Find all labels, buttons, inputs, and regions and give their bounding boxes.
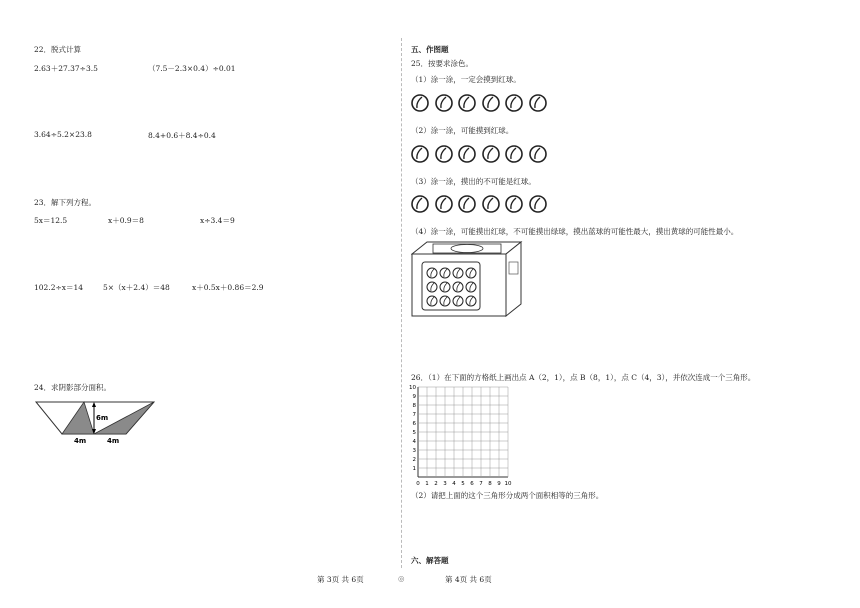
q25-title: 25．按要求涂色。	[411, 59, 474, 68]
box-ball-icon[interactable]	[440, 296, 450, 306]
ball-row-1	[411, 94, 551, 112]
x-tick-label: 5	[461, 481, 465, 487]
q26-part2: （2）请把上面的这个三角形分成两个面积相等的三角形。	[411, 491, 604, 500]
x-tick-label: 8	[488, 481, 492, 487]
footer-left-page: 第 3页 共 6页	[317, 575, 364, 584]
q23-eq-3: x÷3.4＝9	[200, 216, 235, 225]
ball-row-3	[411, 195, 551, 213]
ball-icon[interactable]	[435, 195, 451, 211]
y-tick-label: 1	[412, 466, 416, 472]
q24-base2-label: 4m	[107, 437, 120, 445]
q22-expr-4: 8.4+0.6＋8.4÷0.4	[148, 131, 216, 140]
x-tick-label: 9	[497, 481, 501, 487]
x-tick-label: 2	[434, 481, 438, 487]
box-ball-icon[interactable]	[466, 268, 476, 278]
section-5-title: 五、作图题	[411, 45, 449, 54]
ball-icon[interactable]	[458, 145, 474, 161]
y-tick-label: 9	[412, 394, 416, 400]
y-tick-label: 10	[409, 385, 416, 391]
y-tick-label: 4	[412, 439, 416, 445]
ball-icon[interactable]	[505, 94, 521, 110]
q25-part3: （3）涂一涂，摸出的不可能是红球。	[411, 177, 536, 186]
q23-title: 23．解下列方程。	[34, 198, 97, 207]
y-tick-label: 6	[412, 421, 416, 427]
x-tick-label: 6	[470, 481, 474, 487]
x-tick-label: 10	[504, 481, 512, 487]
box-ball-icon[interactable]	[440, 268, 450, 278]
q23-eq-2: x＋0.9＝8	[108, 216, 144, 225]
box-ball-icon[interactable]	[466, 296, 476, 306]
q24-title: 24．求阴影部分面积。	[34, 383, 112, 392]
box-ball-icon[interactable]	[440, 282, 450, 292]
ball-icon[interactable]	[529, 94, 545, 110]
ball-icon[interactable]	[435, 145, 451, 161]
x-tick-label: 3	[443, 481, 447, 487]
ball-icon[interactable]	[435, 94, 451, 110]
ball-icon[interactable]	[482, 94, 498, 110]
page-divider	[401, 38, 402, 568]
q24-height-label: 6m	[96, 414, 109, 422]
y-tick-label: 2	[412, 457, 416, 463]
q26-title: 26．（1）在下面的方格纸上画出点 A（2，1），点 B（8，1），点 C（4，3），并依次连成一个三角形。	[411, 373, 756, 382]
footer-right-page: 第 4页 共 6页	[445, 575, 492, 584]
ball-icon[interactable]	[482, 145, 498, 161]
box-ball-icon[interactable]	[427, 268, 437, 278]
footer-center-mark: ◎	[398, 574, 405, 583]
section-6-title: 六、解答题	[411, 556, 449, 565]
coordinate-grid	[406, 383, 514, 487]
q22-title: 22．脱式计算	[34, 45, 82, 54]
q23-eq-6: x＋0.5x＋0.86＝2.9	[192, 283, 264, 292]
box-ball-icon[interactable]	[466, 282, 476, 292]
q23-eq-4: 102.2÷x＝14	[34, 283, 84, 292]
ball-row-2	[411, 145, 551, 163]
x-tick-label: 0	[416, 481, 420, 487]
y-tick-label: 5	[412, 430, 416, 436]
box-ball-icon[interactable]	[453, 282, 463, 292]
ball-box	[411, 240, 523, 320]
q22-expr-3: 3.64÷5.2×23.8	[34, 130, 92, 139]
ball-icon[interactable]	[458, 94, 474, 110]
ball-icon[interactable]	[505, 195, 521, 211]
ball-icon[interactable]	[411, 195, 427, 211]
ball-icon[interactable]	[529, 145, 545, 161]
q24-figure	[34, 398, 158, 448]
box-ball-icon[interactable]	[453, 296, 463, 306]
q24-base1-label: 4m	[74, 437, 87, 445]
ball-icon[interactable]	[482, 195, 498, 211]
ball-icon[interactable]	[505, 145, 521, 161]
box-ball-icon[interactable]	[427, 282, 437, 292]
ball-icon[interactable]	[529, 195, 545, 211]
y-tick-label: 3	[412, 448, 416, 454]
y-tick-label: 7	[412, 412, 416, 418]
x-tick-label: 1	[425, 481, 429, 487]
y-tick-label: 8	[412, 403, 416, 409]
q25-part1: （1）涂一涂，一定会摸到红球。	[411, 75, 521, 84]
q23-eq-5: 5×（x＋2.4）＝48	[103, 283, 170, 292]
box-ball-icon[interactable]	[453, 268, 463, 278]
q25-part2: （2）涂一涂，可能摸到红球。	[411, 126, 514, 135]
q23-eq-1: 5x＝12.5	[34, 216, 68, 225]
x-tick-label: 4	[452, 481, 456, 487]
ball-icon[interactable]	[411, 94, 427, 110]
q22-expr-1: 2.63＋27.37÷3.5	[34, 64, 98, 73]
x-tick-label: 7	[479, 481, 483, 487]
q22-expr-2: （7.5－2.3×0.4）÷0.01	[148, 64, 236, 73]
q25-part4: （4）涂一涂，可能摸出红球，不可能摸出绿球，摸出蓝球的可能性最大，摸出黄球的可能性最小。	[411, 227, 739, 236]
box-ball-icon[interactable]	[427, 296, 437, 306]
ball-icon[interactable]	[458, 195, 474, 211]
ball-icon[interactable]	[411, 145, 427, 161]
